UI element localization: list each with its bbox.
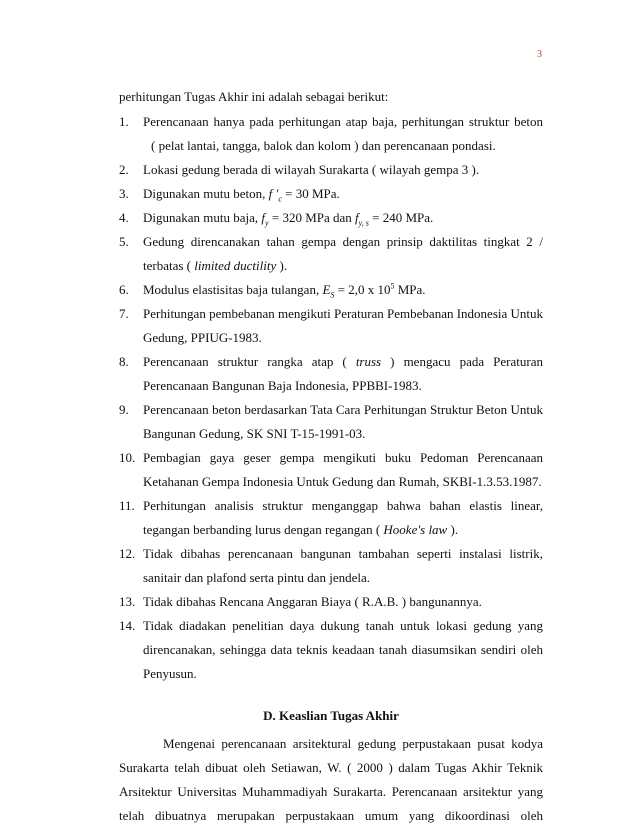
scope-list: [119, 110, 543, 686]
item-text: ( pelat lantai, tangga, balok dan kolom ) dan perencanaan pondasi.: [151, 138, 496, 153]
item-number: 7.: [119, 306, 129, 321]
list-item: [119, 590, 543, 614]
item-number: 14.: [119, 618, 136, 633]
list-item: [119, 158, 543, 182]
item-number: 1.: [119, 114, 129, 129]
item-number: 9.: [119, 402, 129, 417]
item-number: 13.: [119, 594, 136, 609]
item-text: Tidak diadakan penelitian daya dukung tanah untuk lokasi gedung yang: [143, 618, 543, 633]
item-number: 12.: [119, 546, 136, 561]
item-text: Bangunan Gedung, SK SNI T-15-1991-03.: [143, 426, 366, 441]
body-paragraph: [119, 732, 543, 828]
item-text: tegangan berbanding lurus dengan regangan ( Hooke's law ).: [143, 522, 459, 537]
item-text: Tidak dibahas Rencana Anggaran Biaya ( R.A.B. ) bangunannya.: [143, 594, 482, 609]
item-text: terbatas ( limited ductility ).: [143, 258, 288, 273]
item-text: Perhitungan pembebanan mengikuti Peraturan Pembebanan Indonesia Untuk: [143, 306, 544, 321]
item-text: Pembagian gaya geser gempa mengikuti buku Pedoman Perencanaan: [143, 450, 543, 465]
item-number: 3.: [119, 186, 129, 201]
item-number: 8.: [119, 354, 129, 369]
section-heading: D. Keaslian Tugas Akhir: [263, 708, 399, 723]
list-item: [119, 398, 543, 446]
item-text: Digunakan mutu beton, f '$_c = 30$ MPa.: [143, 186, 340, 204]
list-item: [119, 182, 543, 206]
item-text: Modulus elastisitas baja tulangan, $E_S = 2,0$ x $10^5$ MPa.: [143, 281, 426, 300]
paragraph-line: Surakarta telah dibuat oleh Setiawan, W. ( 2000 ) dalam Tugas Akhir Teknik: [119, 760, 543, 775]
item-text: Gedung direncanakan tahan gempa dengan prinsip daktilitas tingkat 2 /: [143, 234, 543, 249]
item-number: 10.: [119, 450, 136, 465]
item-text: Perencanaan beton berdasarkan Tata Cara Perhitungan Struktur Beton Untuk: [143, 402, 543, 417]
list-item: [119, 278, 543, 302]
item-number: 11.: [119, 498, 135, 513]
item-text: Perencanaan Bangunan Baja Indonesia, PPBBI-1983.: [143, 378, 422, 393]
list-item: [119, 542, 543, 590]
item-text: Perhitungan analisis struktur menganggap bahwa bahan elastis linear,: [143, 498, 543, 513]
list-item: [119, 302, 543, 350]
list-item: [119, 446, 543, 494]
item-number: 5.: [119, 234, 129, 249]
list-item: [119, 110, 543, 158]
list-item: [119, 206, 543, 230]
item-number: 6.: [119, 282, 129, 297]
item-text: Digunakan mutu baja, $f_y = 320$ MPa dan $f_{y, s} = 240$ MPa.: [143, 210, 434, 228]
list-item: [119, 494, 543, 542]
list-item: [119, 230, 543, 278]
intro-text: perhitungan Tugas Akhir ini adalah sebagai berikut:: [119, 89, 389, 104]
list-item: [119, 350, 543, 398]
item-text: Tidak dibahas perencanaan bangunan tambahan seperti instalasi listrik,: [143, 546, 543, 561]
item-text: Gedung, PPIUG-1983.: [143, 330, 262, 345]
item-number: 2.: [119, 162, 129, 177]
item-text: Perencanaan hanya pada perhitungan atap baja, perhitungan struktur beton: [143, 114, 543, 129]
item-text: direncanakan, sehingga data teknis keadaan tanah diasumsikan sendiri oleh: [143, 642, 543, 657]
item-text: sanitair dan plafond serta pintu dan jendela.: [143, 570, 371, 585]
item-text: Penyusun.: [143, 666, 197, 681]
paragraph-line: telah dibuatnya merupakan perpustakaan umum yang dikoordinasi oleh: [119, 808, 543, 823]
paragraph-line: Mengenai perencanaan arsitektural gedung perpustakaan pusat kodya: [163, 736, 543, 751]
list-item: [119, 614, 543, 686]
page-number: 3: [537, 49, 542, 60]
item-text: Lokasi gedung berada di wilayah Surakarta ( wilayah gempa 3 ).: [143, 162, 480, 177]
document-body: [119, 88, 543, 828]
item-number: 4.: [119, 210, 129, 225]
item-text: Perencanaan struktur rangka atap ( truss ) mengacu pada Peraturan: [143, 354, 543, 369]
paragraph-line: Arsitektur Universitas Muhammadiyah Surakarta. Perencanaan arsitektur yang: [119, 784, 543, 799]
item-text: Ketahanan Gempa Indonesia Untuk Gedung dan Rumah, SKBI-1.3.53.1987.: [143, 474, 542, 489]
